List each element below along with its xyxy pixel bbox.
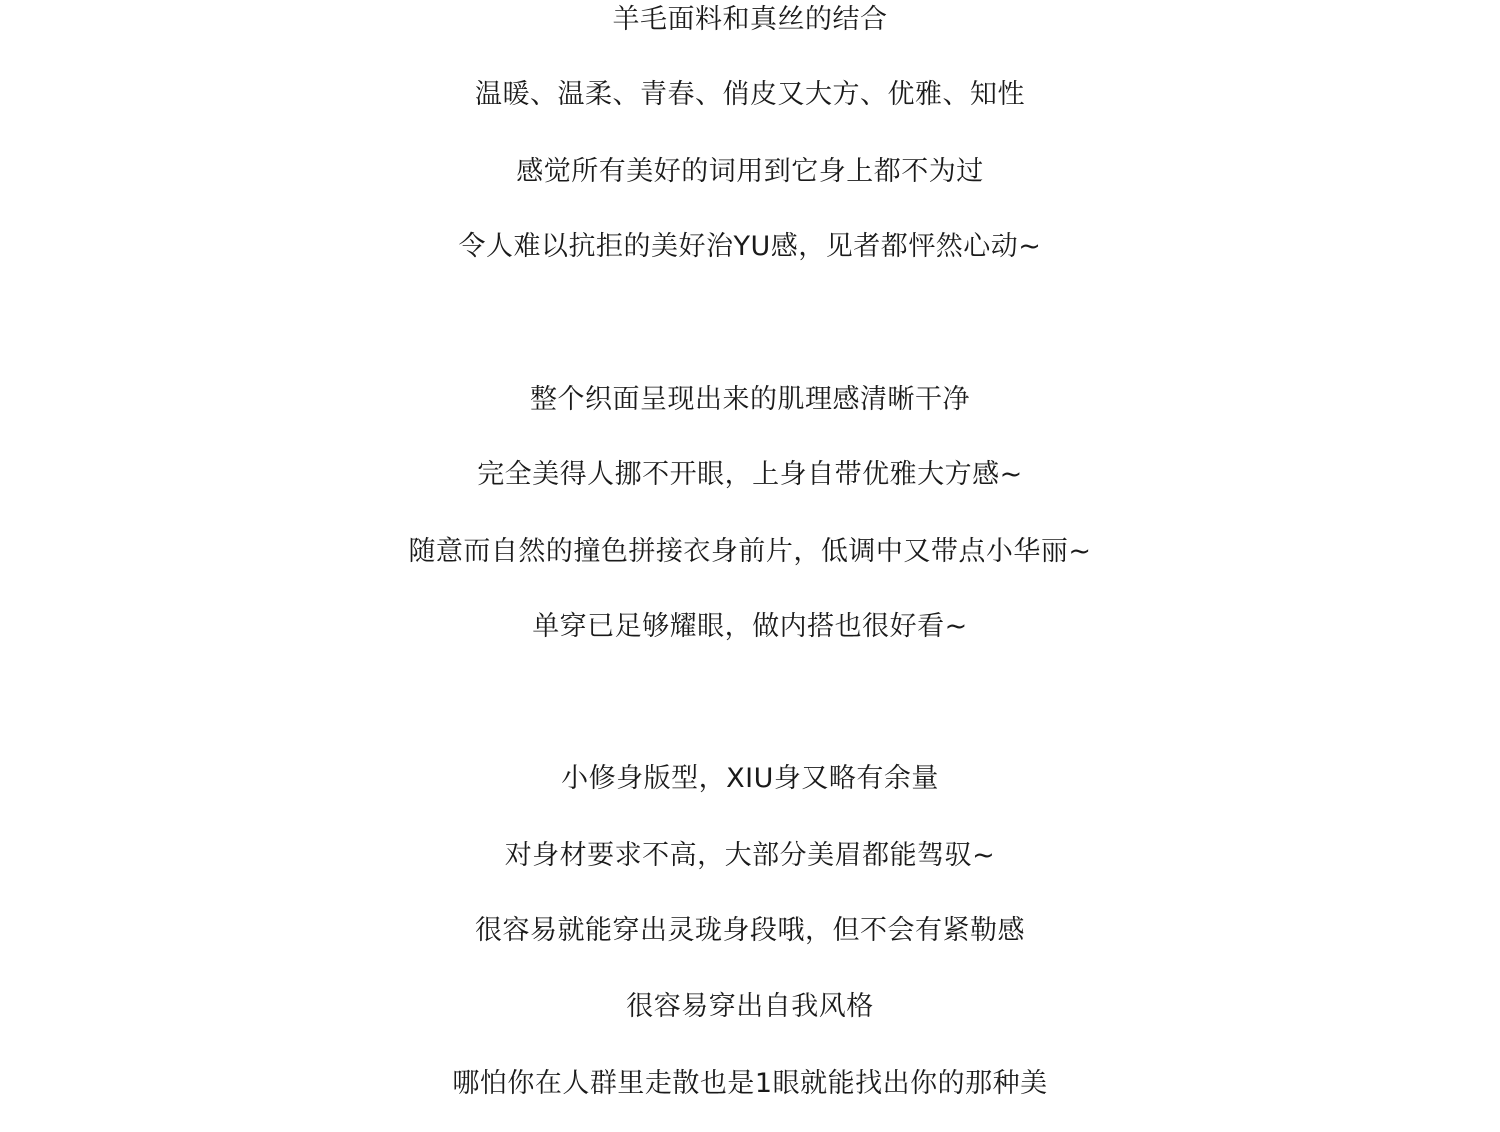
text-line: 哪怕你在人群里走散也是1眼就能找出你的那种美: [452, 1068, 1048, 1099]
text-line: 羊毛面料和真丝的结合: [612, 4, 888, 35]
text-line: 单穿已足够耀眼，做内搭也很好看~: [532, 611, 968, 642]
text-line: 对身材要求不高，大部分美眉都能驾驭~: [504, 840, 996, 871]
text-line: 很容易穿出自我风格: [626, 991, 874, 1022]
text-line: 小修身版型，XIU身又略有余量: [561, 763, 939, 794]
text-line: 很容易就能穿出灵珑身段哦，但不会有紧勒感: [475, 915, 1025, 946]
text-line: 随意而自然的撞色拼接衣身前片，低调中又带点小华丽~: [408, 536, 1092, 567]
text-line: 温暖、温柔、青春、俏皮又大方、优雅、知性: [475, 79, 1025, 110]
text-line: 整个织面呈现出来的肌理感清晰干净: [530, 384, 970, 415]
text-line: 令人难以抗拒的美好治YU感，见者都怦然心动~: [458, 231, 1042, 262]
text-line: 感觉所有美好的词用到它身上都不为过: [516, 156, 984, 187]
text-line: 完全美得人挪不开眼，上身自带优雅大方感~: [477, 459, 1023, 490]
